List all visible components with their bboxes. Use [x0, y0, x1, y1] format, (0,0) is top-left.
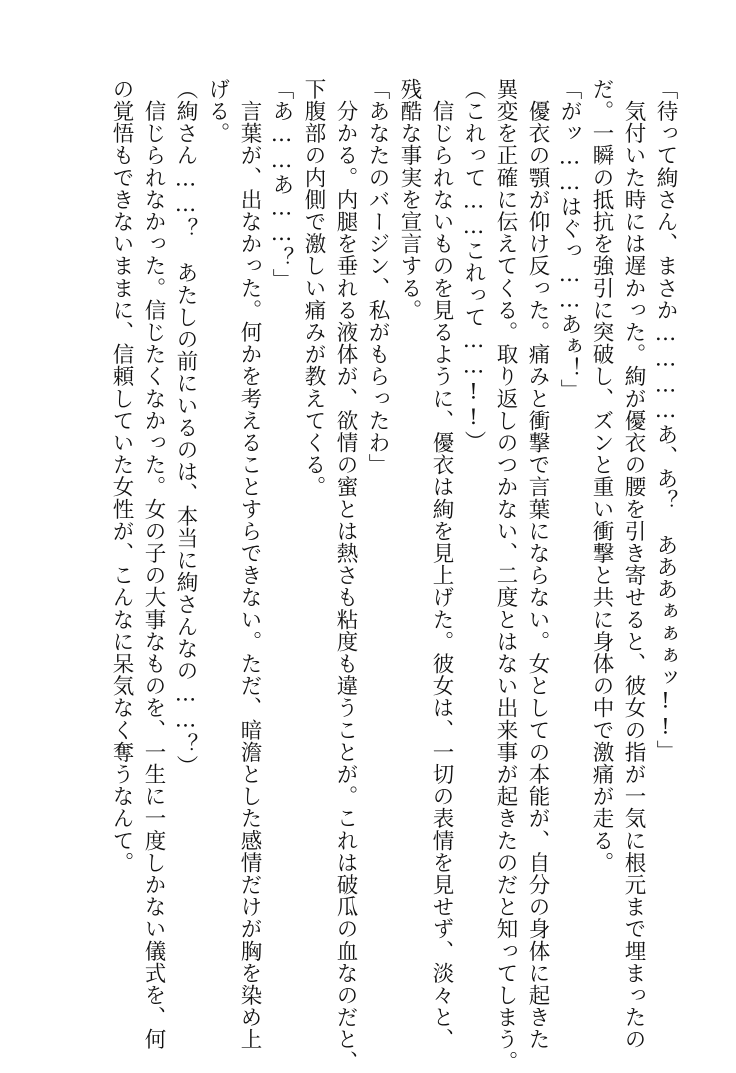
text-line: 「待って絢さん、まさか…………あ、あ？ あああぁぁぁッ!!」 [653, 78, 678, 762]
text-line: だ。一瞬の抵抗を強引に突破し、ズンと重い衝撃と共に身体の中で激痛が走る。 [589, 78, 614, 874]
text-line: 「あなたのバージン、私がもらったわ」 [365, 78, 390, 476]
text-line: （絢さん……？ あたしの前にいるのは、本当に絢さんなの……？） [173, 78, 198, 778]
text-line: の覚悟もできないままに、信頼していた女性が、こんなに呆気なく奪うなんて。 [109, 78, 134, 874]
text-line: 優衣の顎が仰け反った。痛みと衝撃で言葉にならない。女としての本能が、自分の身体に起きた [525, 78, 550, 1051]
text-line: 信じられなかった。信じたくなかった。女の子の大事なものを、一生に一度しかない儀式を、何 [141, 78, 166, 1051]
text-line: 信じられないものを見るように、優衣は絢を見上げた。彼女は、一切の表情を見せず、淡々と、 [429, 78, 454, 1051]
text-line: 言葉が、出なかった。何かを考えることすらできない。ただ、暗澹とした感情だけが胸を染め上 [237, 78, 262, 1051]
text-line: げる。 [205, 78, 230, 145]
text-line: 気付いた時には遅かった。絢が優衣の腰を引き寄せると、彼女の指が一気に根元まで埋まったの [621, 78, 646, 1051]
text-line: 「あ……あ……？」 [269, 78, 294, 291]
text-line: 「がッ……はぐっ……あぁ！」 [557, 78, 582, 402]
text-line: 残酷な事実を宣言する。 [397, 78, 422, 322]
text-line: （これって……これって……!!） [461, 78, 486, 453]
text-line: 下腹部の内側で激しい痛みが教えてくる。 [301, 78, 326, 498]
text-line: 分かる。内腿を垂れる液体が、欲情の蜜とは熱さも粘度も違うことが。これは破瓜の血なのだと、 [333, 78, 358, 1073]
text-line: 異変を正確に伝えてくる。取り返しのつかない、二度とはない出来事が起きたのだと知ってしまう。 [493, 78, 518, 1073]
